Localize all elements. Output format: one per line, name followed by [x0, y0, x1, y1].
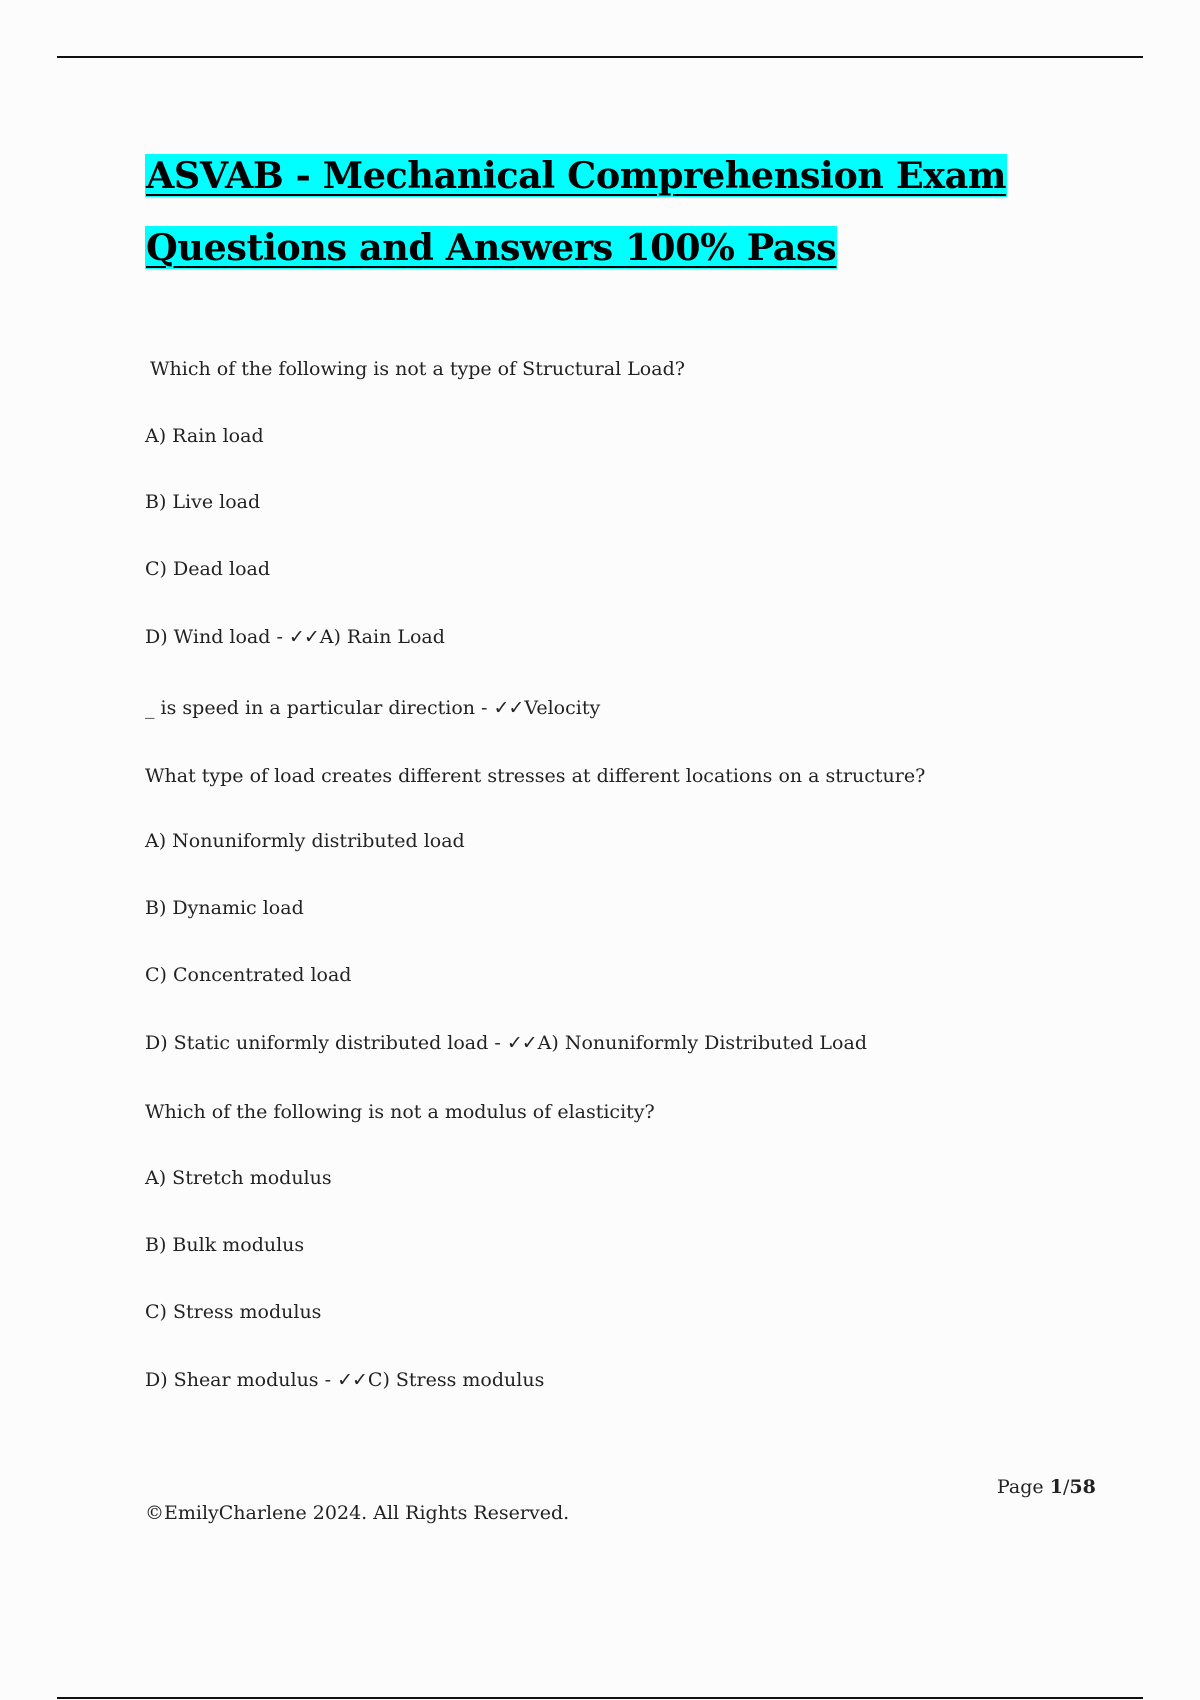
copyright-notice: ©EmilyCharlene 2024. All Rights Reserved.	[145, 1502, 570, 1524]
question-4-option-c: C) Stress modulus	[145, 1301, 322, 1323]
page-current: 1	[1049, 1476, 1063, 1498]
question-1-option-d-answer: D) Wind load - ✓✓A) Rain Load	[145, 626, 445, 648]
header-rule	[57, 56, 1143, 58]
question-1-option-b: B) Live load	[145, 491, 261, 513]
question-4-option-b: B) Bulk modulus	[145, 1234, 305, 1256]
check-mark-icon: ✓✓	[288, 626, 319, 648]
title-line-2: Questions and Answers 100% Pass	[146, 226, 837, 269]
footer-rule	[57, 1697, 1143, 1699]
question-1-option-a: A) Rain load	[145, 425, 264, 447]
check-mark-icon: ✓✓	[337, 1369, 367, 1391]
answer-text: A) Rain Load	[319, 626, 445, 648]
question-4: Which of the following is not a modulus of elasticity?	[145, 1101, 655, 1123]
answer-text: Velocity	[524, 697, 601, 719]
title-line-1: ASVAB - Mechanical Comprehension Exam	[146, 154, 1007, 197]
question-3-option-c: C) Concentrated load	[145, 964, 352, 986]
question-4-option-a: A) Stretch modulus	[145, 1167, 332, 1189]
question-1: Which of the following is not a type of Structural Load?	[150, 358, 685, 380]
check-mark-icon: ✓✓	[506, 1032, 537, 1054]
check-mark-icon: ✓✓	[493, 697, 524, 719]
answer-text: C) Stress modulus	[367, 1369, 545, 1391]
document-title	[145, 140, 1105, 284]
page-total: 58	[1069, 1476, 1096, 1498]
question-3-option-a: A) Nonuniformly distributed load	[145, 830, 465, 852]
question-1-option-c: C) Dead load	[145, 558, 271, 580]
page-number: Page 1/58	[997, 1476, 1096, 1498]
question-3-option-d-answer: D) Static uniformly distributed load - ✓✓A) Nonuniformly Distributed Load	[145, 1032, 867, 1054]
question-3: What type of load creates different stresses at different locations on a structure?	[145, 765, 926, 787]
question-4-option-d-answer: D) Shear modulus - ✓✓C) Stress modulus	[145, 1369, 545, 1391]
question-2-answer: _ is speed in a particular direction - ✓✓Velocity	[145, 697, 601, 719]
question-3-option-b: B) Dynamic load	[145, 897, 304, 919]
answer-text: A) Nonuniformly Distributed Load	[537, 1032, 867, 1054]
